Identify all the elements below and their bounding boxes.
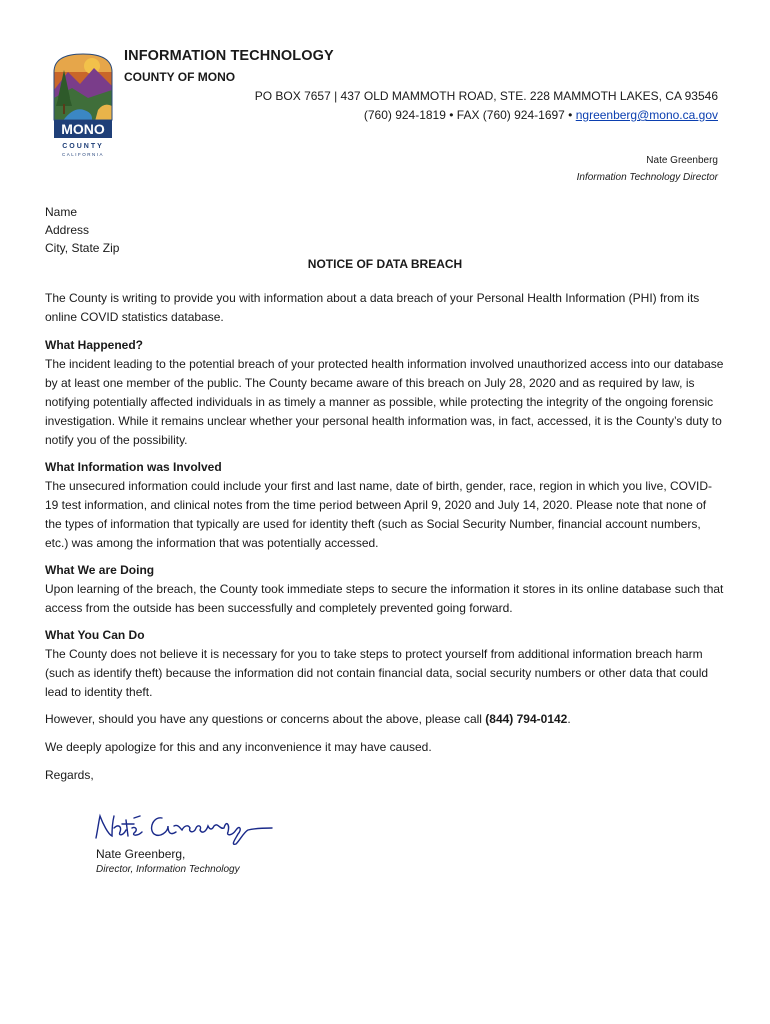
section-text: The incident leading to the potential breach of your protected health information involved unauthorized access into our database by at least one member of the public. The County became aware of this breach on July 28, 2020 and as required by law, is notifying potentially affected individuals in as timely a manner as possible, while protecting the integrity of the ongoing forensic investigation. While it remains unclear whether your personal health information was, in fact, accessed, it is the County’s duty to notify you of the possibility. (45, 357, 724, 447)
logo-text: MONO (61, 121, 105, 137)
mono-county-logo (50, 50, 116, 160)
header-signer-title: Information Technology Director (576, 172, 718, 183)
notice-title: NOTICE OF DATA BREACH (307, 257, 463, 271)
section-what-we-are-doing (45, 561, 725, 618)
section-heading: What We are Doing (45, 563, 155, 577)
section-what-happened (45, 336, 725, 450)
section-information-involved (45, 458, 725, 553)
handwritten-signature (90, 806, 275, 848)
section-heading: What Information was Involved (45, 460, 222, 474)
questions-text: However, should you have any questions or concerns about the above, please call (45, 712, 486, 726)
section-text: The County does not believe it is necessary for you to take steps to protect yourself from additional information breach harm (such as identify theft) because the information did not contain financial data, social security numbers or other data that could lead to identity theft. (45, 647, 709, 699)
closing: Regards, (45, 768, 94, 782)
section-heading: What You Can Do (45, 628, 145, 642)
questions-end: . (567, 712, 571, 726)
phone-number: (844) 794-0142 (485, 712, 568, 726)
signatory-title: Director, Information Technology (96, 864, 240, 875)
section-what-you-can-do (45, 626, 725, 702)
intro-paragraph: The County is writing to provide you with information about a data breach of your Personal Health Information (PHI) from its online COVID statistics database. (45, 291, 700, 324)
section-text: Upon learning of the breach, the County took immediate steps to secure the information it stores in its online database such that access from the outside has been successfully and completely prevented going forward. (45, 582, 724, 615)
email-link[interactable]: ngreenberg@mono.ca.gov (575, 108, 718, 122)
county-name: COUNTY OF MONO (124, 70, 236, 84)
logo-subtext-2: CALIFORNIA (61, 152, 105, 157)
recipient-name: Name (45, 205, 78, 219)
phone-fax: (760) 924-1819 • FAX (760) 924-1697 • (363, 108, 576, 122)
questions-paragraph (45, 710, 725, 729)
section-text: The unsecured information could include your first and last name, date of birth, gender, race, region in which you live, COVID-19 test information, and clinical notes from the time period between April 9, 2020 and July 14, 2020. Please note that none of the types of information that typically are used for identity theft (such as Social Security Number, financial account numbers, etc.) was among the information that was potentially accessed. (45, 479, 713, 550)
recipient-block (45, 203, 119, 257)
address-line-1: PO BOX 7657 | 437 OLD MAMMOTH ROAD, STE. 228 MAMMOTH LAKES, CA 93546 (254, 89, 718, 103)
section-heading: What Happened? (45, 338, 143, 352)
apology-paragraph: We deeply apologize for this and any inconvenience it may have caused. (45, 740, 432, 754)
recipient-city: City, State Zip (45, 241, 120, 255)
signatory-name: Nate Greenberg, (96, 847, 186, 861)
recipient-address: Address (45, 223, 90, 237)
letter-body (45, 289, 725, 794)
header-signer-name: Nate Greenberg (646, 155, 718, 166)
contact-line (364, 108, 718, 122)
logo-subtext: COUNTY (62, 143, 104, 150)
department-title: INFORMATION TECHNOLOGY (124, 48, 334, 64)
